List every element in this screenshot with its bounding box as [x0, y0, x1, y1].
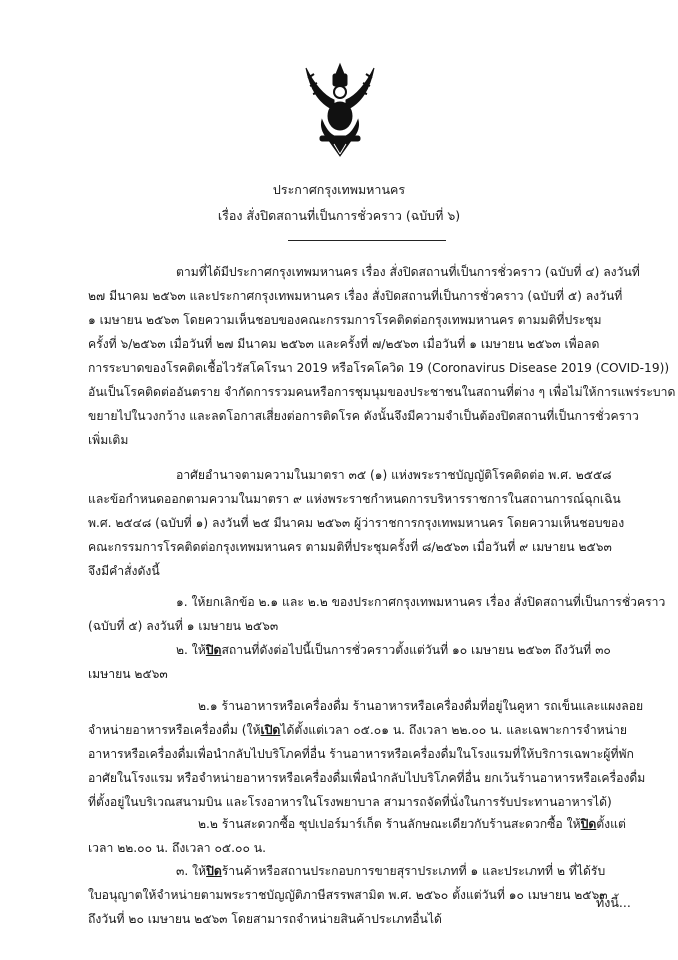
body-line: ๓. ให้ปิดร้านค้าหรือสถานประกอบการขายสุราประเภทที่ ๑ และประเภทที่ ๒ ที่ได้รับ: [176, 864, 606, 878]
emphasized-word: ปิด: [205, 643, 222, 657]
body-line: ๒.๑ ร้านอาหารหรือเครื่องดื่ม ร้านอาหารหรือเครื่องดื่มที่อยู่ในคูหา รถเข็นและแผงลอย: [198, 699, 644, 713]
body-line: อันเป็นโรคติดต่ออันตราย จำกัดการรวมคนหรือการชุมนุมของประชาชนในสถานที่ต่าง ๆ เพื่อไม่ให้การแพร่ระบาด: [88, 385, 676, 399]
body-line: เมษายน ๒๕๖๓: [88, 667, 168, 681]
body-line: ถึงวันที่ ๒๐ เมษายน ๒๕๖๓ โดยสามารถจำหน่ายสินค้าประเภทอื่นได้: [88, 912, 442, 926]
body-line: คณะกรรมการโรคติดต่อกรุงเทพมหานคร ตามมติที่ประชุมครั้งที่ ๘/๒๕๖๓ เมื่อวันที่ ๙ เมษายน ๒๕๖๓: [88, 540, 612, 554]
body-line: ครั้งที่ ๖/๒๕๖๓ เมื่อวันที่ ๒๗ มีนาคม ๒๕๖๓ และครั้งที่ ๗/๒๕๖๓ เมื่อวันที่ ๑ เมษายน ๒๕๖๓ เพื่อลด: [88, 337, 600, 351]
body-line: จึงมีคำสั่งดังนี้: [88, 564, 160, 578]
body-line: ตามที่ได้มีประกาศกรุงเทพมหานคร เรื่อง สั่งปิดสถานที่เป็นการชั่วคราว (ฉบับที่ ๔) ลงวันที่: [176, 265, 640, 279]
closing-text: ทั้งนี้...: [596, 895, 631, 910]
body-line: ๑. ให้ยกเลิกข้อ ๒.๑ และ ๒.๒ ของประกาศกรุงเทพมหานคร เรื่อง สั่งปิดสถานที่เป็นการชั่วคราว: [176, 595, 666, 609]
document-subject: เรื่อง สั่งปิดสถานที่เป็นการชั่วคราว (ฉบับที่ ๖): [217, 208, 461, 223]
emphasized-word: เปิด: [260, 723, 281, 737]
body-line: การระบาดของโรคติดเชื้อไวรัสโคโรนา 2019 หรือโรคโควิด 19 (Coronavirus Disease 2019 (COVID-19)): [88, 361, 670, 375]
body-line: ๒. ให้ปิดสถานที่ดังต่อไปนี้เป็นการชั่วคราวตั้งแต่วันที่ ๑๐ เมษายน ๒๕๖๓ ถึงวันที่ ๓๐: [176, 643, 611, 657]
body-line: พ.ศ. ๒๕๔๘ (ฉบับที่ ๑) ลงวันที่ ๒๕ มีนาคม ๒๕๖๓ ผู้ว่าราชการกรุงเทพมหานคร โดยความเห็นชอบของ: [88, 516, 625, 530]
emphasized-word: ปิด: [580, 817, 597, 831]
body-line: อาศัยในโรงแรม หรือจำหน่ายอาหารหรือเครื่องดื่มเพื่อนำกลับไปบริโภคที่อื่น ยกเว้นร้านอาหารหรือเครื่องดื่ม: [88, 771, 646, 785]
title-divider: [288, 240, 446, 241]
body-line: (ฉบับที่ ๕) ลงวันที่ ๑ เมษายน ๒๕๖๓: [88, 619, 279, 633]
body-line: ขยายไปในวงกว้าง และลดโอกาสเสี่ยงต่อการติดโรค ดังนั้นจึงมีความจำเป็นต้องปิดสถานที่เป็นการชั่วคราว: [88, 409, 639, 423]
body-line: เพิ่มเติม: [88, 433, 129, 447]
body-line: จำหน่ายอาหารหรือเครื่องดื่ม (ให้เปิดได้ตั้งแต่เวลา ๐๕.๐๑ น. ถึงเวลา ๒๒.๐๐ น. และเฉพาะการจำหน่าย: [88, 723, 628, 737]
body-line: และข้อกำหนดออกตามความในมาตรา ๙ แห่งพระราชกำหนดการบริหารราชการในสถานการณ์ฉุกเฉิน: [88, 492, 621, 506]
body-line: ๒.๒ ร้านสะดวกซื้อ ซุปเปอร์มาร์เก็ต ร้านลักษณะเดียวกับร้านสะดวกซื้อ ให้ปิดตั้งแต่: [198, 817, 626, 831]
emphasized-word: ปิด: [206, 864, 222, 878]
garuda-emblem-icon: [300, 58, 380, 158]
body-line: เวลา ๒๒.๐๐ น. ถึงเวลา ๐๕.๐๐ น.: [88, 841, 266, 855]
body-line: ที่ตั้งอยู่ในบริเวณสนามบิน และโรงอาหารในโรงพยาบาล สามารถจัดที่นั่งในการรับประทานอาหารได้): [88, 795, 612, 809]
body-line: อาศัยอำนาจตามความในมาตรา ๓๕ (๑) แห่งพระราชบัญญัติโรคติดต่อ พ.ศ. ๒๕๕๘: [176, 468, 612, 482]
document-title: ประกาศกรุงเทพมหานคร: [272, 182, 406, 197]
body-line: ใบอนุญาตให้จำหน่ายตามพระราชบัญญัติภาษีสรรพสามิต พ.ศ. ๒๕๖๐ ตั้งแต่วันที่ ๑๐ เมษายน ๒๕๖๓: [88, 888, 608, 902]
body-line: ๑ เมษายน ๒๕๖๓ โดยความเห็นชอบของคณะกรรมการโรคติดต่อกรุงเทพมหานคร ตามมติที่ประชุม: [88, 313, 602, 327]
body-line: ๒๗ มีนาคม ๒๕๖๓ และประกาศกรุงเทพมหานคร เรื่อง สั่งปิดสถานที่เป็นการชั่วคราว (ฉบับที่ ๕) ลงวันที่: [88, 289, 623, 303]
body-line: อาหารหรือเครื่องดื่มเพื่อนำกลับไปบริโภคที่อื่น ร้านอาหารหรือเครื่องดื่มในโรงแรมที่ให้บริการเฉพาะผู้ที่พัก: [88, 747, 634, 761]
